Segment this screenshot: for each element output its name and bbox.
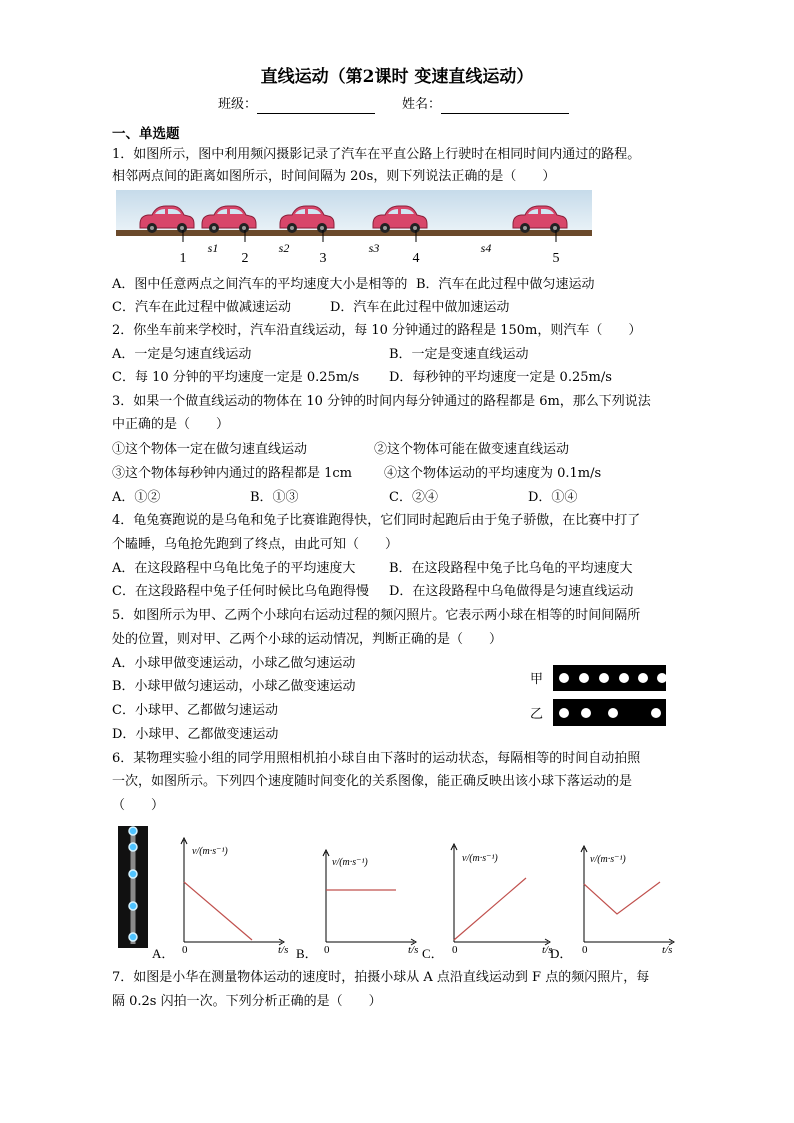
q6-option-c[interactable]: C．: [422, 946, 444, 961]
q5-option-b[interactable]: B．小球甲做匀速运动，小球乙做变速运动: [112, 679, 356, 694]
marker-4: 4: [412, 251, 420, 266]
page-title: 直线运动（第2课时 变速直线运动）: [260, 67, 534, 87]
q2-option-b[interactable]: B．一定是变速直线运动: [389, 347, 529, 362]
q5-stem-line2: 处的位置，则对甲、乙两个小球的运动情况，判断正确的是（ ）: [112, 632, 503, 647]
name-field[interactable]: [402, 96, 569, 114]
graph-c-xlabel: t/s: [542, 944, 553, 956]
q5-option-d[interactable]: D．小球甲、乙都做变速运动: [112, 727, 279, 742]
q3-stem-line1: 3．如果一个做直线运动的物体在 10 分钟的时间内每分钟通过的路程都是 6m，那么下列说法: [112, 394, 651, 409]
q6-option-b[interactable]: B．: [296, 946, 318, 961]
q2-option-c[interactable]: C．每 10 分钟的平均速度一定是 0.25m/s: [112, 370, 360, 385]
q5-stem-line1: 5．如图所示为甲、乙两个小球向右运动过程的频闪照片。它表示两小球在相等的时间间隔所: [112, 608, 641, 623]
segment-s4: s4: [480, 241, 492, 255]
q6-stem-line3: （ ）: [112, 798, 165, 813]
graph-d-ylabel: v/(m·s⁻¹): [590, 854, 626, 865]
class-field[interactable]: [218, 96, 375, 114]
q3-statement-2: ②这个物体可能在做变速直线运动: [374, 442, 570, 457]
marker-2: 2: [241, 251, 249, 266]
q4-stem-line1: 4．龟兔赛跑说的是乌龟和兔子比赛谁跑得快，它们同时起跑后由于兔子骄傲，在比赛中打了: [112, 513, 641, 528]
q4-option-b[interactable]: B．在这段路程中兔子比乌龟的平均速度大: [389, 561, 633, 576]
q3-stem-line2: 中正确的是（ ）: [112, 417, 230, 432]
marker-5: 5: [552, 251, 560, 266]
q4-option-d[interactable]: D．在这段路程中乌龟做得是匀速直线运动: [389, 584, 634, 599]
q6-option-d[interactable]: D．: [550, 946, 573, 961]
q1-option-d[interactable]: D．汽车在此过程中做加速运动: [330, 300, 510, 315]
graph-b-ylabel: v/(m·s⁻¹): [332, 857, 368, 868]
marker-3: 3: [319, 251, 327, 266]
q6-figure: [112, 822, 682, 962]
q2-option-a[interactable]: A．一定是匀速直线运动: [112, 347, 252, 362]
graph-a-ylabel: v/(m·s⁻¹): [192, 846, 228, 857]
graph-b-xlabel: t/s: [408, 944, 419, 956]
q3-statement-4: ④这个物体运动的平均速度为 0.1m/s: [384, 466, 602, 481]
q3-statement-3: ③这个物体每秒钟内通过的路程都是 1cm: [112, 466, 353, 481]
q1-stem-line1: 1．如图所示，图中利用频闪摄影记录了汽车在平直公路上行驶时在相同时间内通过的路程。: [112, 147, 641, 162]
q1-stem-line2: 相邻两点间的距离如图所示，时间间隔为 20s，则下列说法正确的是（ ）: [112, 169, 556, 184]
q2-option-d[interactable]: D．每秒钟的平均速度一定是 0.25m/s: [389, 370, 612, 385]
q3-statement-1: ①这个物体一定在做匀速直线运动: [112, 442, 308, 457]
marker-1: 1: [179, 251, 187, 266]
q3-option-d[interactable]: D．①④: [528, 490, 578, 505]
q3-option-b[interactable]: B．①③: [250, 490, 299, 505]
q1-car-strobe-figure: [116, 190, 592, 274]
class-label: 班级：: [218, 97, 258, 112]
q2-stem: 2．你坐车前来学校时，汽车沿直线运动，每 10 分钟通过的路程是 150m，则汽车（ ）: [112, 323, 642, 338]
label-jia: 甲: [530, 671, 544, 686]
segment-s1: s1: [207, 241, 219, 255]
q4-stem-line2: 个瞌睡，乌龟抢先跑到了终点，由此可知（ ）: [112, 537, 399, 552]
name-label: 姓名：: [402, 97, 442, 112]
graph-c-ylabel: v/(m·s⁻¹): [462, 853, 498, 864]
q1-option-c[interactable]: C．汽车在此过程中做减速运动: [112, 300, 291, 315]
q3-option-c[interactable]: C．②④: [389, 490, 438, 505]
q6-stem-line2: 一次，如图所示。下列四个速度随时间变化的关系图像，能正确反映出该小球下落运动的是: [112, 774, 633, 789]
graph-a-xlabel: t/s: [278, 944, 289, 956]
q6-stem-line1: 6．某物理实验小组的同学用照相机拍小球自由下落时的运动状态，每隔相等的时间自动拍照: [112, 751, 641, 766]
q5-option-a[interactable]: A．小球甲做变速运动，小球乙做匀速运动: [112, 656, 356, 671]
q7-stem-line1: 7．如图是小华在测量物体运动的速度时，拍摄小球从 A 点沿直线运动到 F 点的频闪照片，每: [112, 970, 650, 985]
segment-s3: s3: [368, 241, 380, 255]
name-blank[interactable]: [441, 97, 569, 114]
label-yi: 乙: [530, 706, 544, 721]
graph-d-origin: 0: [582, 944, 588, 956]
q7-stem-line2: 隔 0.2s 闪拍一次。下列分析正确的是（ ）: [112, 994, 382, 1009]
q5-ball-strobe-figure: [526, 662, 671, 728]
graph-b-origin: 0: [324, 944, 330, 956]
graph-a-origin: 0: [182, 944, 188, 956]
q1-option-b[interactable]: B．汽车在此过程中做匀速运动: [416, 277, 595, 292]
q1-option-a[interactable]: A．图中任意两点之间汽车的平均速度大小是相等的: [112, 277, 408, 292]
q4-option-c[interactable]: C．在这段路程中兔子任何时候比乌龟跑得慢: [112, 584, 369, 599]
q3-option-a[interactable]: A．①②: [112, 490, 161, 505]
strip-jia: [553, 665, 666, 691]
section-heading: 一、单选题: [112, 126, 180, 142]
q6-option-a[interactable]: A．: [152, 946, 175, 961]
graph-d-xlabel: t/s: [662, 944, 673, 956]
q5-option-c[interactable]: C．小球甲、乙都做匀速运动: [112, 703, 278, 718]
segment-s2: s2: [278, 241, 290, 255]
q4-option-a[interactable]: A．在这段路程中乌龟比兔子的平均速度大: [112, 561, 356, 576]
graph-c-origin: 0: [452, 944, 458, 956]
class-blank[interactable]: [257, 97, 375, 114]
